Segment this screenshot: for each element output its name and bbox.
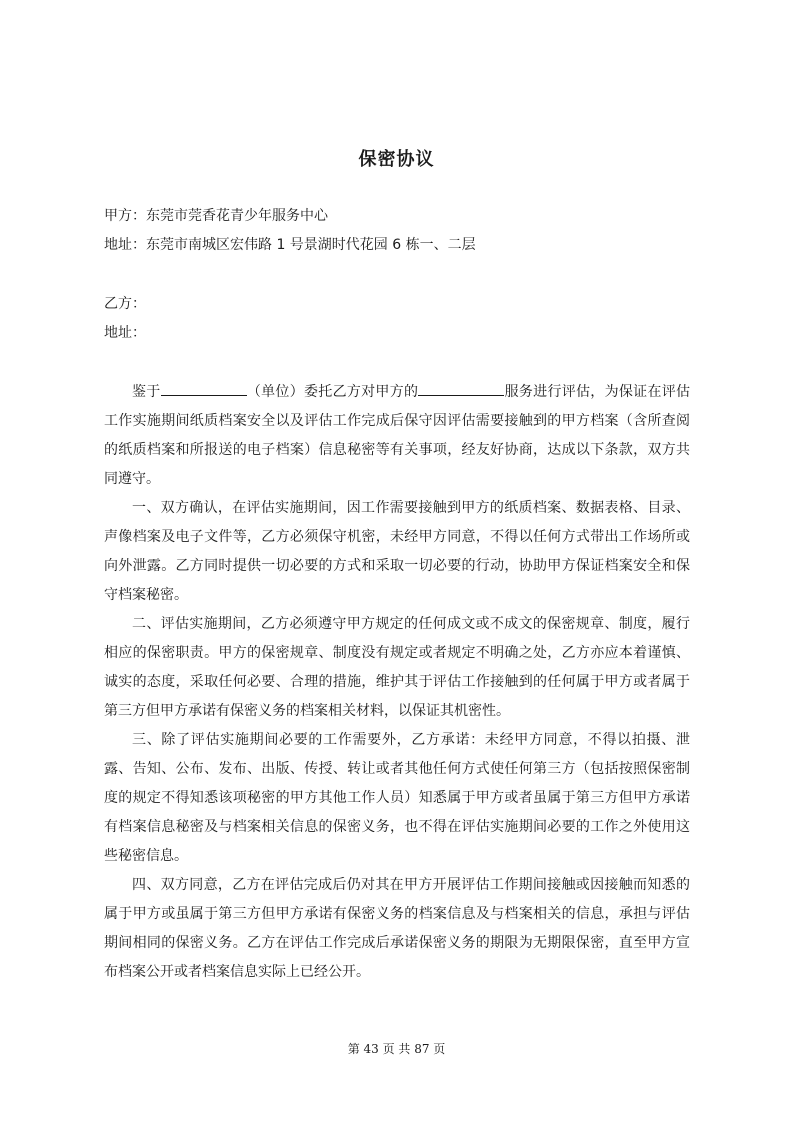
unit-blank — [161, 380, 247, 396]
clause-2: 二、评估实施期间，乙方必须遵守甲方规定的任何成文或不成文的保密规章、制度，履行相应的保密职责。甲方的保密规章、制度没有规定或者规定不明确之处，乙方亦应本着谨慎、诚实的态度，采取任何必要、合理的措施，维护其于评估工作接触到的任何属于甲方或者属于第三方但甲方承诺有保密义务的档案相关材料，以保证其机密性。 — [104, 616, 690, 719]
service-blank — [418, 380, 504, 396]
intro-rest: 服务进行评估，为保证在评估工作实施期间纸质档案安全以及评估工作完成后保守因评估需要接触到的甲方档案（含所查阅的纸质档案和所报送的电子档案）信息秘密等有关事项，经友好协商，达成以下条款，双方共同遵守。 — [104, 384, 691, 487]
intro-lead: 鉴于 — [132, 384, 161, 400]
party-a-name: 甲方：东莞市莞香花青少年服务中心 — [104, 208, 328, 224]
clause-1: 一、双方确认，在评估实施期间，因工作需要接触到甲方的纸质档案、数据表格、目录、声像档案及电子文件等，乙方必须保守机密，未经甲方同意，不得以任何方式带出工作场所或向外泄露。乙方同时提供一切必要的方式和采取一切必要的行动，协助甲方保证档案安全和保守档案秘密。 — [104, 500, 690, 603]
clause-3: 三、除了评估实施期间必要的工作需要外，乙方承诺：未经甲方同意，不得以拍摄、泄露、告知、公布、发布、出版、传授、转让或者其他任何方式使任何第三方（包括按照保密制度的规定不得知悉该项秘密的甲方其他工作人员）知悉属于甲方或者虽属于第三方但甲方承诺有档案信息秘密及与档案相关信息的保密义务，也不得在评估实施期间必要的工作之外使用这些秘密信息。 — [104, 732, 690, 864]
document-title: 保密协议 — [358, 149, 435, 170]
party-b-block — [104, 290, 704, 348]
party-b-name: 乙方： — [104, 296, 146, 312]
page-number: 第 43 页 共 87 页 — [347, 1042, 446, 1056]
clause-4: 四、双方同意，乙方在评估完成后仍对其在甲方开展评估工作期间接触或因接触而知悉的属于甲方或虽属于第三方但甲方承诺有保密义务的档案信息及与档案相关的信息，承担与评估期间相同的保密义务。乙方在评估工作完成后承诺保密义务的期限为无期限保密，直至甲方宣布档案公开或者档案信息实际上已经公开。 — [104, 877, 690, 980]
party-a-block — [104, 202, 704, 260]
intro-unit: （单位）委托乙方对甲方的 — [246, 384, 419, 400]
agreement-body — [104, 378, 690, 987]
party-b-address: 地址： — [104, 325, 146, 341]
intro-paragraph — [104, 378, 690, 494]
party-a-address: 地址：东莞市南城区宏伟路 1 号景湖时代花园 6 栋一、二层 — [104, 237, 476, 253]
